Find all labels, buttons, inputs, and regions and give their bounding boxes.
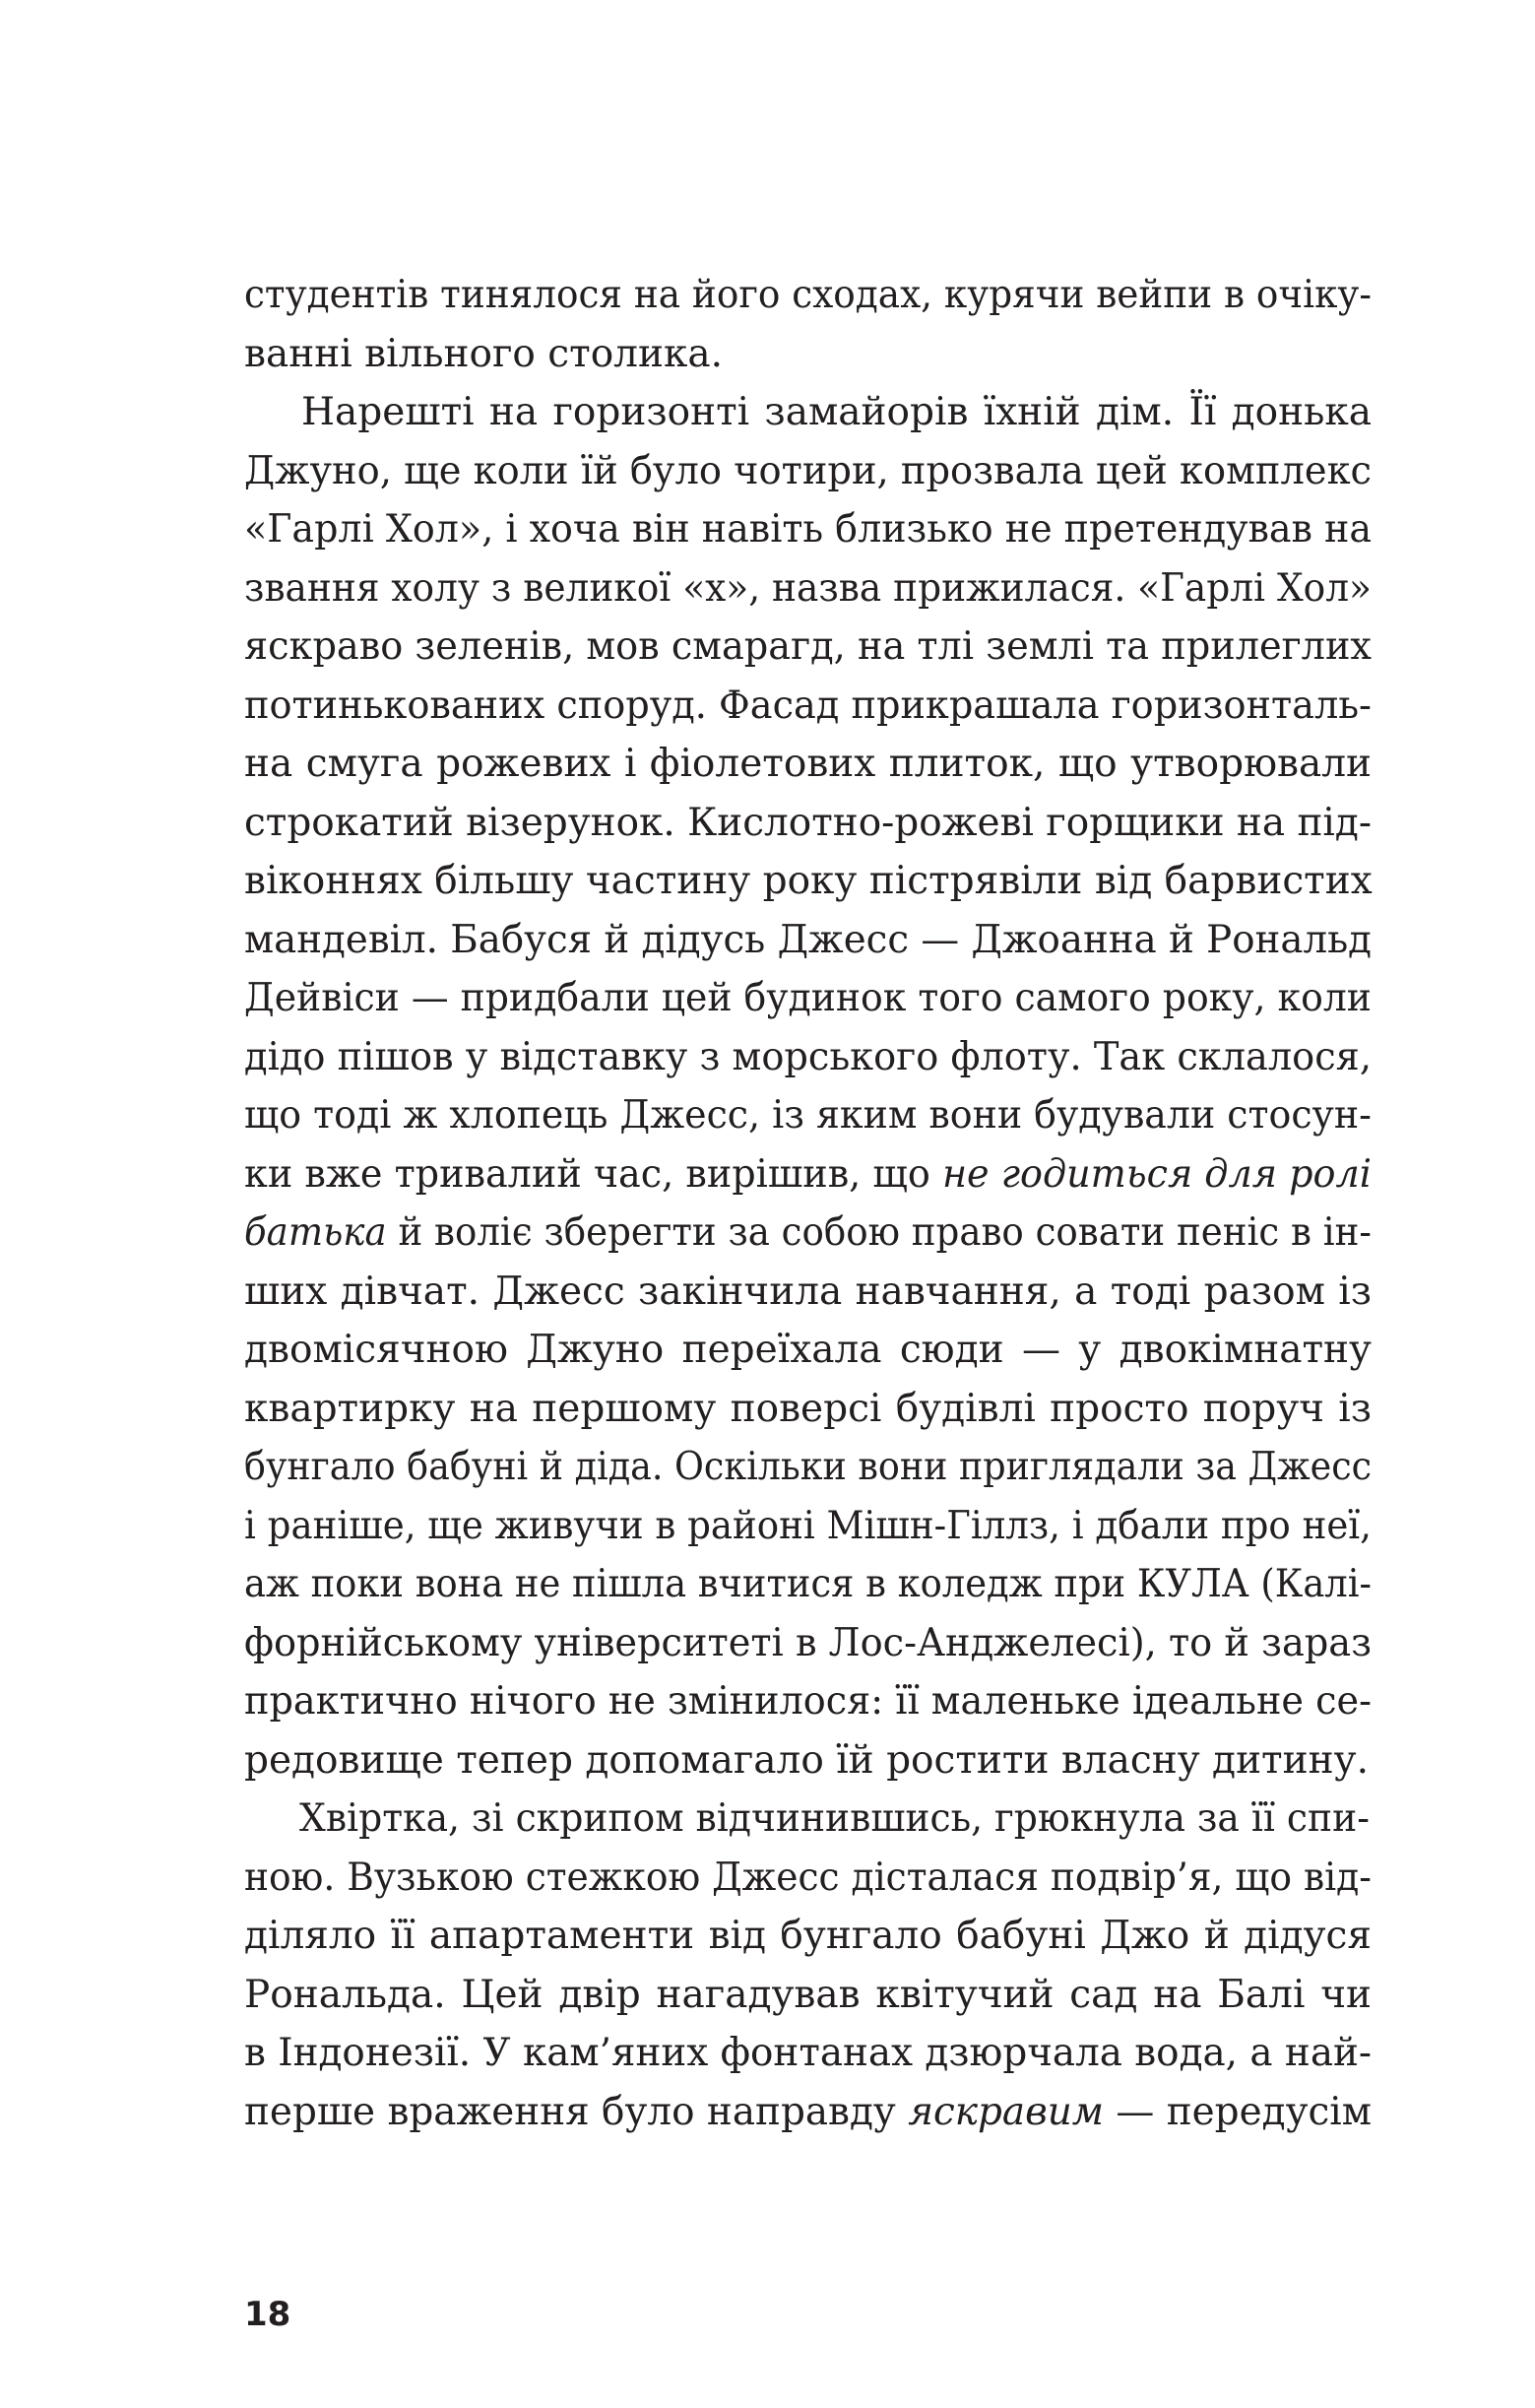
text-line: віконнях більшу частину року пістрявіли від барвистих [244,859,1373,903]
text-line: бунгало бабуні й діда. Оскільки вони приглядали за Джесс [244,1445,1373,1489]
text-line: Дейвіси — придбали цей будинок того самого року, коли [244,976,1372,1020]
italic-text-run: не годиться для ролі [941,1151,1372,1197]
text-line: ванні вільного столика. [244,331,723,376]
text-line: звання холу з великої «х», назва прижилася. «Гарлі Хол» [244,565,1372,611]
text-line: на смуга рожевих і фіолетових плиток, що утворювали [244,742,1372,786]
text-line: «Гарлі Хол», і хоча він навіть близько не претендував на [244,507,1373,552]
text-run: ки вже тривалий час, вирішив, що [244,1151,942,1197]
text-line: форнійському університеті в Лос-Анджелесі), то й зараз [244,1620,1372,1665]
text-line: діляло її апартаменти від бунгало бабуні Джо й дідуся [244,1914,1372,1958]
text-line [244,1204,1372,1263]
text-line: ною. Вузькою стежкою Джесс дісталася подвір’я, що від- [244,1855,1372,1900]
text-line: потинькованих споруд. Фасад прикрашала горизонталь- [244,683,1372,728]
text-run: й воліє зберегти за собою право совати пеніс в ін- [386,1210,1372,1255]
italic-text-run: яскравим [908,2089,1105,2134]
text-line: квартирку на першому поверсі будівлі просто поруч із [244,1386,1372,1431]
text-line: що тоді ж хлопець Джесс, із яким вони будували стосун- [244,1093,1372,1138]
text-line: практично нічого не змінилося: її маленьке ідеальне се- [244,1679,1372,1724]
text-line: редовище тепер допомагало їй ростити власну дитину. [244,1737,1369,1783]
text-line: і раніше, ще живучи в районі Мішн-Гіллз, і дбали про неї, [244,1503,1372,1548]
text-line [244,2083,1372,2142]
text-line [244,1145,1372,1204]
text-run: перше враження було направду [244,2089,909,2134]
text-line: дідо пішов у відставку з морського флоту. Так склалося, [244,1034,1373,1079]
page-number: 18 [244,2295,291,2334]
text-line: мандевіл. Бабуся й дідусь Джесс — Джоанна й Рональд [244,917,1373,962]
text-line: Рональда. Цей двір нагадував квітучий сад на Балі чи [244,1972,1372,2017]
text-line: ших дівчат. Джесс закінчила навчання, а тоді разом із [244,1269,1372,1314]
text-line: студентів тинялося на його сходах, курячи вейпи в очіку- [244,273,1373,317]
body-text [244,266,1372,2141]
text-run: — передусім [1104,2089,1372,2134]
text-line: Хвіртка, зі скрипом відчинившись, грюкнула за її спи- [299,1796,1370,1841]
text-line: Нарешті на горизонті замайорів їхній дім. Її донька [301,390,1372,434]
italic-text-run: батька [244,1210,387,1255]
text-line: Джуно, ще коли їй було чотири, прозвала цей комплекс [244,448,1373,493]
text-line: строкатий візерунок. Кислотно-рожеві горщики на під- [244,800,1372,845]
text-line: двомісячною Джуно переїхала сюди — у двокімнатну [244,1328,1372,1372]
text-line: яскраво зеленів, мов смарагд, на тлі землі та прилеглих [244,624,1373,669]
text-line: аж поки вона не пішла вчитися в коледж при КУЛА (Калі- [244,1562,1372,1606]
text-line: в Індонезії. У кам’яних фонтанах дзюрчала вода, а най- [244,2031,1373,2075]
